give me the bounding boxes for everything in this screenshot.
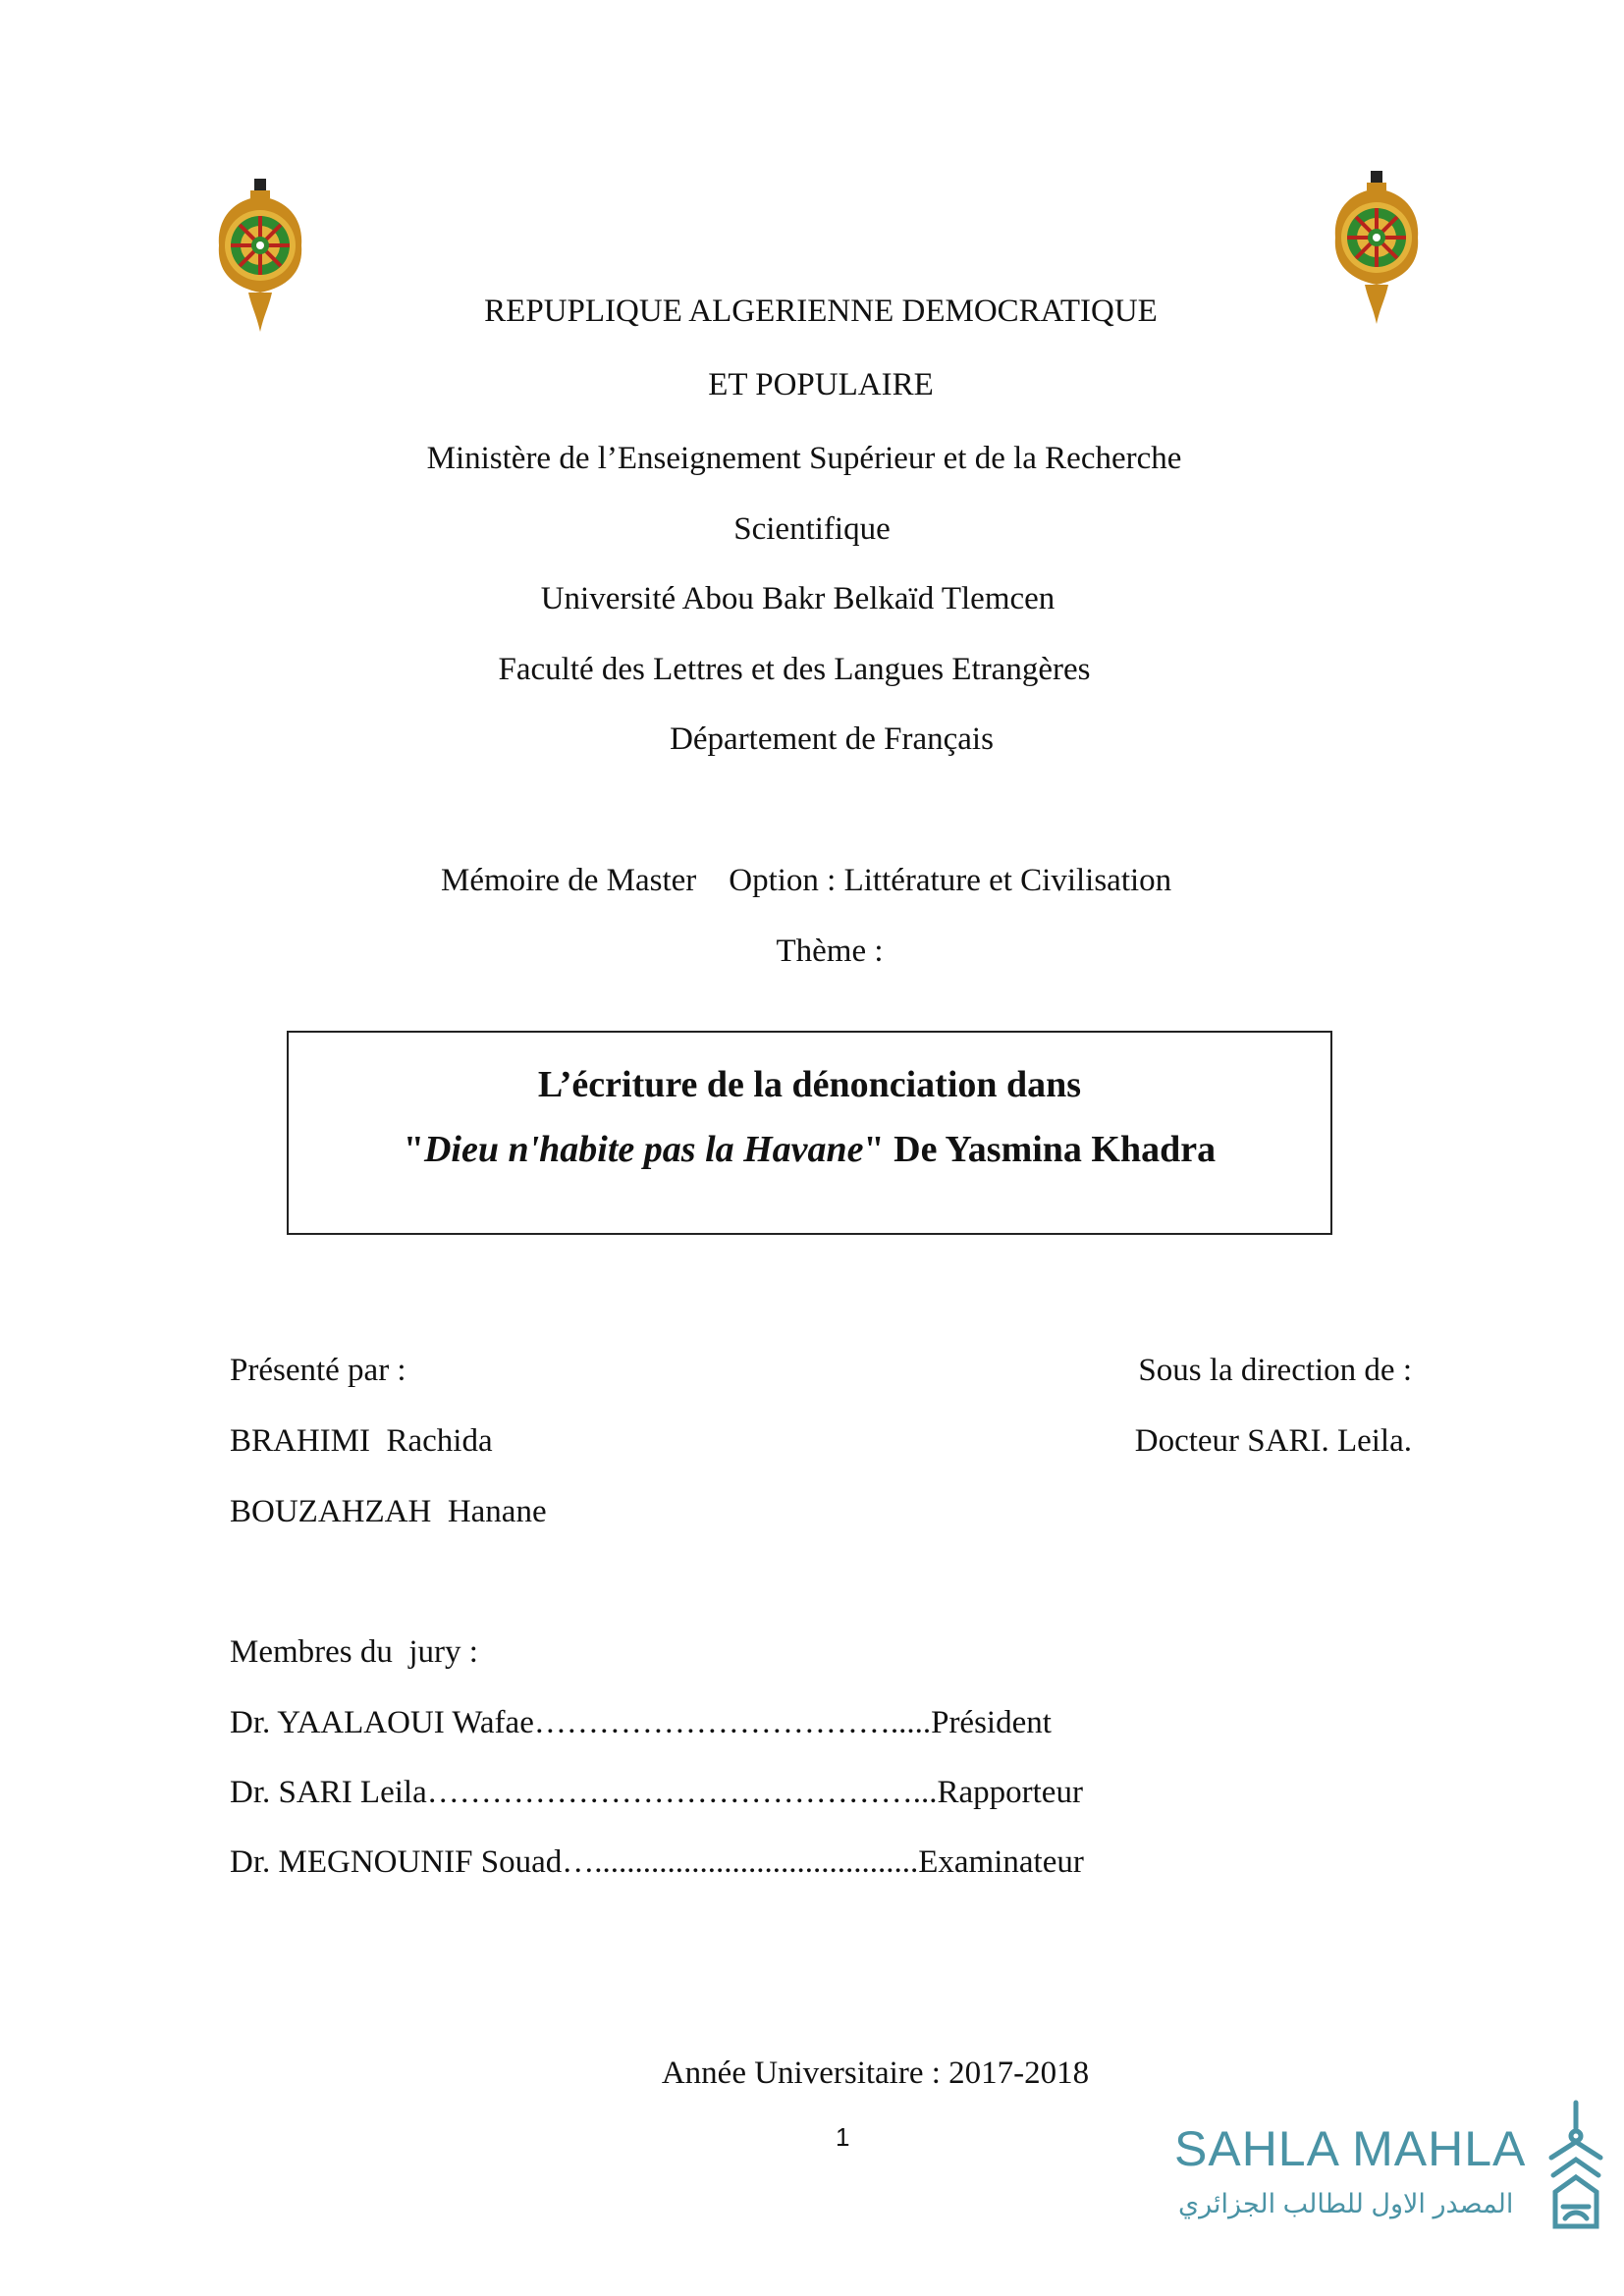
title-line-1: L’écriture de la dénonciation dans xyxy=(537,1064,1082,1105)
title-line-2 xyxy=(289,1127,1330,1172)
director-name: Docteur SARI. Leila. xyxy=(1134,1423,1412,1459)
watermark-tagline: المصدر الاول للطالب الجزائري xyxy=(1178,2189,1514,2218)
watermark-brand: SAHLA MAHLA xyxy=(1174,2121,1527,2176)
republic-line-1: REPUPLIQUE ALGERIENNE DEMOCRATIQUE xyxy=(484,294,1158,329)
title-box xyxy=(287,1031,1332,1235)
ministry-line-1: Ministère de l’Enseignement Supérieur et de la Recherche xyxy=(426,441,1182,476)
direction-label: Sous la direction de : xyxy=(1138,1353,1412,1388)
jury-member-dots: ………………………………………... xyxy=(426,1775,938,1810)
jury-member xyxy=(230,1773,1083,1812)
sahla-mahla-watermark xyxy=(1168,2099,1610,2266)
university-name: Université Abou Bakr Belkaïd Tlemcen xyxy=(540,581,1056,616)
jury-member-name: Dr. MEGNOUNIF Souad xyxy=(230,1844,563,1880)
academic-year: Année Universitaire : 2017-2018 xyxy=(661,2056,1090,2091)
jury-member-role: Rapporteur xyxy=(937,1775,1083,1810)
title-quote-open: " xyxy=(403,1129,424,1170)
department-name: Département de Français xyxy=(670,721,994,757)
book-title: Dieu n'habite pas la Havane xyxy=(423,1129,864,1170)
jury-member xyxy=(230,1703,1052,1742)
presenters-label: Présenté par : xyxy=(230,1353,406,1388)
title-quote-close: " xyxy=(863,1129,885,1170)
jury-member-role: Président xyxy=(931,1705,1052,1740)
memoire-line xyxy=(441,861,1171,900)
jury-member xyxy=(230,1842,1084,1882)
jury-member-role: Examinateur xyxy=(918,1844,1084,1880)
presenter-name: BOUZAHZAH Hanane xyxy=(230,1494,547,1529)
republic-line-2: ET POPULAIRE xyxy=(708,367,934,402)
faculty-name: Faculté des Lettres et des Langues Etrangères xyxy=(498,652,1091,687)
jury-member-name: Dr. YAALAOUI Wafae xyxy=(230,1705,534,1740)
memoire-type: Mémoire de Master xyxy=(441,863,697,898)
jury-label: Membres du jury : xyxy=(230,1634,478,1670)
presenter-name: BRAHIMI Rachida xyxy=(230,1423,493,1459)
theme-label: Thème : xyxy=(776,934,884,969)
jury-member-name: Dr. SARI Leila xyxy=(230,1775,427,1810)
memoire-option: Option : Littérature et Civilisation xyxy=(729,863,1172,898)
jury-member-dots: ……………………………..... xyxy=(533,1705,932,1740)
page-number: 1 xyxy=(836,2122,850,2152)
calligraphy-logo-icon xyxy=(1542,2099,1610,2246)
title-author: De Yasmina Khadra xyxy=(884,1129,1217,1170)
ministry-line-2: Scientifique xyxy=(733,511,891,547)
jury-member-dots: …........................................ xyxy=(562,1844,919,1880)
